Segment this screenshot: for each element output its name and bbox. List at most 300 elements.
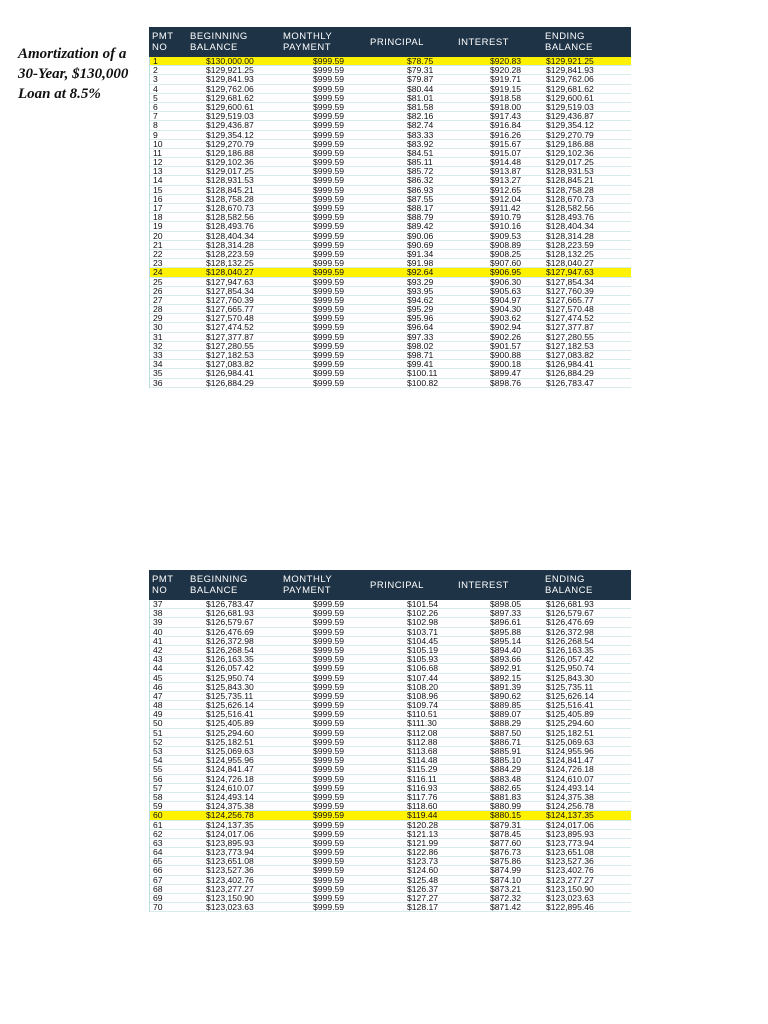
interest-cell: $906.30 (490, 276, 522, 287)
ending-balance-cell: $124,841.47 (546, 755, 594, 766)
beginning-balance-cell: $129,354.12 (206, 129, 254, 140)
principal-cell: $93.29 (407, 276, 434, 287)
pmt-no-cell: 5 (153, 92, 158, 103)
ending-balance-cell: $124,726.18 (546, 764, 594, 775)
monthly-payment-cell: $999.59 (313, 285, 345, 296)
monthly-payment-cell: $999.59 (313, 129, 345, 140)
ending-balance-cell: $124,375.38 (546, 791, 594, 802)
principal-cell: $123.73 (407, 856, 439, 867)
interest-cell: $913.27 (490, 175, 522, 186)
interest-cell: $909.53 (490, 230, 522, 241)
monthly-payment-cell: $999.59 (313, 267, 345, 278)
amortization-table-1 (149, 27, 631, 388)
interest-cell: $873.21 (490, 883, 522, 894)
ending-balance-cell: $129,436.87 (546, 111, 594, 122)
principal-cell: $91.34 (407, 248, 434, 259)
monthly-payment-cell: $999.59 (313, 654, 345, 665)
ending-balance-cell: $125,069.63 (546, 736, 594, 747)
pmt-no-cell: 52 (153, 736, 163, 747)
table-row (150, 903, 631, 912)
principal-cell: $100.11 (407, 368, 438, 379)
beginning-balance-cell: $126,268.54 (206, 644, 254, 655)
monthly-payment-cell: $999.59 (313, 56, 345, 66)
monthly-payment-cell: $999.59 (313, 120, 345, 131)
beginning-balance-cell: $125,069.63 (206, 746, 254, 756)
pmt-no-cell: 39 (153, 617, 163, 628)
pmt-no-cell: 68 (153, 883, 163, 894)
principal-cell: $128.17 (407, 902, 439, 913)
interest-cell: $897.33 (490, 608, 522, 619)
ending-balance-cell: $126,268.54 (546, 635, 594, 646)
interest-cell: $919.15 (490, 83, 522, 94)
beginning-balance-cell: $126,681.93 (206, 608, 254, 619)
beginning-balance-cell: $129,102.36 (206, 157, 254, 168)
monthly-payment-cell: $999.59 (313, 138, 345, 149)
pmt-no-cell: 55 (153, 764, 163, 775)
monthly-payment-cell: $999.59 (313, 690, 345, 701)
beginning-balance-cell: $128,931.53 (206, 175, 254, 186)
pmt-no-cell: 3 (153, 74, 158, 85)
principal-cell: $91.98 (407, 258, 434, 269)
interest-cell: $886.71 (490, 736, 522, 747)
interest-cell: $890.62 (490, 690, 522, 701)
interest-cell: $912.04 (490, 193, 522, 204)
ending-balance-cell: $128,132.25 (546, 248, 594, 259)
pmt-no-cell: 20 (153, 230, 163, 241)
pmt-no-cell: 46 (153, 681, 163, 692)
ending-balance-cell: $123,402.76 (546, 865, 594, 876)
interest-cell: $887.50 (490, 727, 522, 738)
ending-balance-cell: $127,947.63 (546, 267, 594, 278)
pmt-no-cell: 28 (153, 304, 163, 315)
ending-balance-cell: $128,404.34 (546, 221, 594, 232)
principal-cell: $92.64 (407, 267, 434, 278)
monthly-payment-cell: $999.59 (313, 810, 345, 821)
beginning-balance-cell: $123,023.63 (206, 902, 254, 913)
ending-balance-cell: $125,950.74 (546, 663, 594, 674)
monthly-payment-cell: $999.59 (313, 350, 345, 360)
interest-cell: $919.71 (490, 74, 522, 85)
pmt-no-cell: 26 (153, 285, 163, 296)
monthly-payment-cell: $999.59 (313, 83, 345, 94)
monthly-payment-cell: $999.59 (313, 340, 345, 351)
principal-cell: $85.72 (407, 166, 434, 177)
ending-balance-cell: $123,773.94 (546, 837, 594, 848)
pmt-no-cell: 53 (153, 746, 163, 756)
beginning-balance-cell: $124,726.18 (206, 773, 254, 784)
beginning-balance-cell: $128,493.76 (206, 221, 254, 232)
ending-balance-cell: $129,519.03 (546, 101, 594, 112)
monthly-payment-cell: $999.59 (313, 184, 345, 195)
ending-balance-cell: $128,314.28 (546, 230, 594, 241)
monthly-payment-cell: $999.59 (313, 736, 345, 747)
monthly-payment-cell: $999.59 (313, 819, 345, 830)
ending-balance-cell: $123,277.27 (546, 874, 594, 885)
ending-balance-cell: $125,294.60 (546, 718, 594, 729)
pmt-no-cell: 44 (153, 663, 163, 674)
beginning-balance-cell: $124,610.07 (206, 782, 254, 793)
interest-cell: $880.99 (490, 801, 522, 812)
pmt-no-cell: 63 (153, 837, 163, 848)
ending-balance-cell: $123,150.90 (546, 883, 594, 894)
interest-cell: $892.91 (490, 663, 522, 674)
ending-balance-cell: $128,040.27 (546, 258, 594, 269)
pmt-no-cell: 58 (153, 791, 163, 802)
ending-balance-cell: $128,670.73 (546, 193, 594, 204)
interest-cell: $905.63 (490, 285, 522, 296)
pmt-no-cell: 24 (153, 267, 163, 278)
pmt-no-cell: 34 (153, 359, 163, 370)
monthly-payment-cell: $999.59 (313, 828, 345, 839)
principal-cell: $103.71 (407, 626, 439, 637)
ending-balance-cell: $127,083.82 (546, 350, 594, 360)
principal-cell: $88.17 (407, 203, 434, 213)
principal-cell: $122.86 (407, 847, 439, 858)
monthly-payment-cell: $999.59 (313, 248, 345, 259)
beginning-balance-cell: $124,137.35 (206, 819, 254, 830)
ending-balance-cell: $127,280.55 (546, 331, 594, 342)
interest-cell: $902.94 (490, 322, 522, 333)
ending-balance-cell: $127,854.34 (546, 276, 594, 287)
pmt-no-cell: 29 (153, 313, 163, 324)
beginning-balance-cell: $129,519.03 (206, 111, 254, 122)
principal-cell: $102.26 (407, 608, 439, 619)
beginning-balance-cell: $129,017.25 (206, 166, 254, 177)
monthly-payment-cell: $999.59 (313, 147, 345, 158)
monthly-payment-cell: $999.59 (313, 212, 345, 223)
pmt-no-cell: 42 (153, 644, 163, 655)
ending-balance-cell: $126,057.42 (546, 654, 594, 665)
monthly-payment-cell: $999.59 (313, 764, 345, 775)
principal-cell: $106.68 (407, 663, 439, 674)
principal-cell: $120.28 (407, 819, 439, 830)
principal-cell: $82.74 (407, 120, 434, 131)
ending-balance-cell: $129,354.12 (546, 120, 594, 131)
monthly-payment-cell: $999.59 (313, 221, 345, 232)
monthly-payment-cell: $999.59 (313, 709, 345, 720)
interest-cell: $885.91 (490, 746, 522, 756)
pmt-no-cell: 11 (153, 147, 162, 158)
monthly-payment-cell: $999.59 (313, 304, 345, 315)
principal-cell: $95.96 (407, 313, 434, 324)
ending-balance-cell: $128,758.28 (546, 184, 594, 195)
principal-cell: $108.96 (407, 690, 439, 701)
ending-balance-cell: $127,377.87 (546, 322, 594, 333)
beginning-balance-cell: $126,783.47 (206, 599, 254, 609)
monthly-payment-cell: $999.59 (313, 617, 345, 628)
principal-cell: $81.58 (407, 101, 434, 112)
ending-balance-cell: $127,182.53 (546, 340, 594, 351)
pmt-no-cell: 12 (153, 157, 163, 168)
principal-cell: $105.93 (407, 654, 439, 665)
pmt-no-cell: 56 (153, 773, 163, 784)
interest-cell: $875.86 (490, 856, 522, 867)
monthly-payment-cell: $999.59 (313, 847, 345, 858)
ending-balance-cell: $124,493.14 (546, 782, 594, 793)
beginning-balance-cell: $125,405.89 (206, 718, 254, 729)
interest-cell: $920.28 (490, 65, 522, 76)
interest-cell: $881.83 (490, 791, 522, 802)
principal-cell: $79.31 (407, 65, 434, 76)
ending-balance-cell: $124,017.06 (546, 819, 594, 830)
pmt-no-cell: 25 (153, 276, 163, 287)
beginning-balance-cell: $128,758.28 (206, 193, 254, 204)
principal-cell: $97.33 (407, 331, 434, 342)
monthly-payment-cell: $999.59 (313, 608, 345, 619)
ending-balance-cell: $129,102.36 (546, 147, 594, 158)
pmt-no-cell: 69 (153, 893, 163, 903)
interest-cell: $918.00 (490, 101, 522, 112)
beginning-balance-cell: $128,132.25 (206, 258, 254, 269)
header-ending-balance: ENDING BALANCE (545, 574, 593, 596)
interest-cell: $872.32 (490, 893, 522, 903)
monthly-payment-cell: $999.59 (313, 791, 345, 802)
interest-cell: $907.60 (490, 258, 522, 269)
principal-cell: $93.95 (407, 285, 434, 296)
beginning-balance-cell: $123,150.90 (206, 893, 254, 903)
beginning-balance-cell: $125,294.60 (206, 727, 254, 738)
pmt-no-cell: 18 (153, 212, 163, 223)
ending-balance-cell: $123,895.93 (546, 828, 594, 839)
principal-cell: $100.82 (407, 377, 439, 388)
pmt-no-cell: 32 (153, 340, 163, 351)
table-header (149, 570, 631, 600)
monthly-payment-cell: $999.59 (313, 92, 345, 103)
pmt-no-cell: 62 (153, 828, 163, 839)
beginning-balance-cell: $124,017.06 (206, 828, 254, 839)
interest-cell: $893.66 (490, 654, 522, 665)
beginning-balance-cell: $128,314.28 (206, 239, 254, 250)
principal-cell: $109.74 (407, 700, 439, 711)
pmt-no-cell: 64 (153, 847, 163, 858)
beginning-balance-cell: $123,651.08 (206, 856, 254, 867)
principal-cell: $83.92 (407, 138, 434, 149)
principal-cell: $86.32 (407, 175, 434, 186)
principal-cell: $78.75 (407, 56, 434, 66)
pmt-no-cell: 30 (153, 322, 163, 333)
principal-cell: $119.44 (407, 810, 438, 821)
pmt-no-cell: 23 (153, 258, 163, 269)
beginning-balance-cell: $125,626.14 (206, 700, 254, 711)
interest-cell: $874.99 (490, 865, 522, 876)
header-monthly-payment: MONTHLY PAYMENT (283, 31, 333, 53)
principal-cell: $113.68 (407, 746, 438, 756)
beginning-balance-cell: $126,163.35 (206, 654, 254, 665)
principal-cell: $85.11 (407, 157, 433, 168)
monthly-payment-cell: $999.59 (313, 313, 345, 324)
interest-cell: $906.95 (490, 267, 522, 278)
table-header (149, 27, 631, 57)
monthly-payment-cell: $999.59 (313, 166, 345, 177)
ending-balance-cell: $126,163.35 (546, 644, 594, 655)
pmt-no-cell: 36 (153, 377, 163, 388)
ending-balance-cell: $126,681.93 (546, 599, 594, 609)
beginning-balance-cell: $126,984.41 (206, 368, 254, 379)
ending-balance-cell: $123,527.36 (546, 856, 594, 867)
beginning-balance-cell: $127,665.77 (206, 304, 254, 315)
ending-balance-cell: $127,665.77 (546, 294, 594, 305)
beginning-balance-cell: $127,083.82 (206, 359, 254, 370)
beginning-balance-cell: $125,516.41 (206, 709, 254, 720)
interest-cell: $900.88 (490, 350, 522, 360)
pmt-no-cell: 27 (153, 294, 163, 305)
principal-cell: $99.41 (407, 359, 434, 370)
beginning-balance-cell: $127,947.63 (206, 276, 254, 287)
monthly-payment-cell: $999.59 (313, 276, 345, 287)
beginning-balance-cell: $126,372.98 (206, 635, 254, 646)
pmt-no-cell: 21 (153, 239, 163, 250)
interest-cell: $895.88 (490, 626, 522, 637)
monthly-payment-cell: $999.59 (313, 746, 345, 756)
monthly-payment-cell: $999.59 (313, 239, 345, 250)
principal-cell: $127.27 (407, 893, 439, 903)
pmt-no-cell: 59 (153, 801, 163, 812)
interest-cell: $903.62 (490, 313, 522, 324)
ending-balance-cell: $124,137.35 (546, 810, 594, 821)
ending-balance-cell: $125,735.11 (546, 681, 594, 692)
interest-cell: $898.05 (490, 599, 522, 609)
interest-cell: $880.15 (490, 810, 522, 821)
beginning-balance-cell: $128,223.59 (206, 248, 254, 259)
amortization-table-2 (149, 570, 631, 912)
principal-cell: $90.69 (407, 239, 434, 250)
pmt-no-cell: 50 (153, 718, 163, 729)
principal-cell: $79.87 (407, 74, 434, 85)
header-principal: PRINCIPAL (370, 580, 424, 591)
ending-balance-cell: $128,223.59 (546, 239, 594, 250)
principal-cell: $81.01 (407, 92, 434, 103)
header-ending-balance: ENDING BALANCE (545, 31, 593, 53)
interest-cell: $902.26 (490, 331, 522, 342)
pmt-no-cell: 38 (153, 608, 163, 619)
pmt-no-cell: 40 (153, 626, 163, 637)
beginning-balance-cell: $125,843.30 (206, 681, 254, 692)
interest-cell: $894.40 (490, 644, 522, 655)
monthly-payment-cell: $999.59 (313, 294, 345, 305)
header-monthly-payment: MONTHLY PAYMENT (283, 574, 333, 596)
principal-cell: $96.64 (407, 322, 434, 333)
beginning-balance-cell: $129,600.61 (206, 101, 254, 112)
ending-balance-cell: $125,182.51 (546, 727, 594, 738)
pmt-no-cell: 19 (153, 221, 163, 232)
interest-cell: $916.84 (490, 120, 522, 131)
pmt-no-cell: 48 (153, 700, 163, 711)
principal-cell: $121.99 (407, 837, 439, 848)
interest-cell: $895.14 (490, 635, 522, 646)
interest-cell: $910.79 (490, 212, 522, 223)
pmt-no-cell: 51 (153, 727, 163, 738)
principal-cell: $94.62 (407, 294, 434, 305)
beginning-balance-cell: $124,375.38 (206, 801, 254, 812)
interest-cell: $899.47 (490, 368, 522, 379)
principal-cell: $115.29 (407, 764, 438, 775)
pmt-no-cell: 65 (153, 856, 163, 867)
principal-cell: $117.76 (407, 791, 438, 802)
beginning-balance-cell: $129,681.62 (206, 92, 254, 103)
monthly-payment-cell: $999.59 (313, 644, 345, 655)
beginning-balance-cell: $129,186.88 (206, 147, 254, 158)
monthly-payment-cell: $999.59 (313, 377, 345, 388)
beginning-balance-cell: $128,404.34 (206, 230, 254, 241)
ending-balance-cell: $123,023.63 (546, 893, 594, 903)
pmt-no-cell: 41 (153, 635, 163, 646)
beginning-balance-cell: $130,000.00 (206, 56, 254, 66)
ending-balance-cell: $125,626.14 (546, 690, 594, 701)
pmt-no-cell: 8 (153, 120, 158, 131)
principal-cell: $105.19 (407, 644, 439, 655)
ending-balance-cell: $124,955.96 (546, 746, 594, 756)
beginning-balance-cell: $126,884.29 (206, 377, 254, 388)
beginning-balance-cell: $126,057.42 (206, 663, 254, 674)
beginning-balance-cell: $125,182.51 (206, 736, 254, 747)
ending-balance-cell: $124,610.07 (546, 773, 594, 784)
interest-cell: $879.31 (490, 819, 522, 830)
principal-cell: $112.88 (407, 736, 438, 747)
pmt-no-cell: 6 (153, 101, 158, 112)
pmt-no-cell: 33 (153, 350, 163, 360)
monthly-payment-cell: $999.59 (313, 801, 345, 812)
ending-balance-cell: $129,270.79 (546, 129, 594, 140)
principal-cell: $87.55 (407, 193, 434, 204)
monthly-payment-cell: $999.59 (313, 368, 345, 379)
ending-balance-cell: $125,843.30 (546, 672, 594, 683)
ending-balance-cell: $129,921.25 (546, 56, 594, 66)
beginning-balance-cell: $128,582.56 (206, 212, 254, 223)
pmt-no-cell: 37 (153, 599, 163, 609)
pmt-no-cell: 7 (153, 111, 158, 122)
principal-cell: $88.79 (407, 212, 434, 223)
pmt-no-cell: 67 (153, 874, 163, 885)
monthly-payment-cell: $999.59 (313, 663, 345, 674)
beginning-balance-cell: $125,735.11 (206, 690, 254, 701)
beginning-balance-cell: $129,270.79 (206, 138, 254, 149)
interest-cell: $900.18 (490, 359, 522, 370)
pmt-no-cell: 13 (153, 166, 163, 177)
interest-cell: $914.48 (490, 157, 522, 168)
principal-cell: $121.13 (407, 828, 439, 839)
pmt-no-cell: 70 (153, 902, 163, 913)
pmt-no-cell: 10 (153, 138, 163, 149)
ending-balance-cell: $126,476.69 (546, 617, 594, 628)
monthly-payment-cell: $999.59 (313, 893, 345, 903)
monthly-payment-cell: $999.59 (313, 727, 345, 738)
pmt-no-cell: 17 (153, 203, 163, 213)
ending-balance-cell: $128,931.53 (546, 166, 594, 177)
monthly-payment-cell: $999.59 (313, 359, 345, 370)
ending-balance-cell: $123,651.08 (546, 847, 594, 858)
principal-cell: $110.51 (407, 709, 438, 720)
monthly-payment-cell: $999.59 (313, 599, 345, 609)
pmt-no-cell: 1 (153, 56, 158, 66)
monthly-payment-cell: $999.59 (313, 203, 345, 213)
monthly-payment-cell: $999.59 (313, 902, 345, 913)
interest-cell: $912.65 (490, 184, 522, 195)
beginning-balance-cell: $127,280.55 (206, 340, 254, 351)
monthly-payment-cell: $999.59 (313, 755, 345, 766)
table-row (150, 379, 631, 388)
monthly-payment-cell: $999.59 (313, 331, 345, 342)
interest-cell: $918.58 (490, 92, 522, 103)
pmt-no-cell: 47 (153, 690, 163, 701)
pmt-no-cell: 49 (153, 709, 163, 720)
header-pmt-no: PMT NO (152, 31, 174, 53)
table-body (149, 57, 631, 388)
monthly-payment-cell: $999.59 (313, 101, 345, 112)
monthly-payment-cell: $999.59 (313, 635, 345, 646)
pmt-no-cell: 60 (153, 810, 163, 821)
principal-cell: $98.71 (407, 350, 434, 360)
monthly-payment-cell: $999.59 (313, 230, 345, 241)
